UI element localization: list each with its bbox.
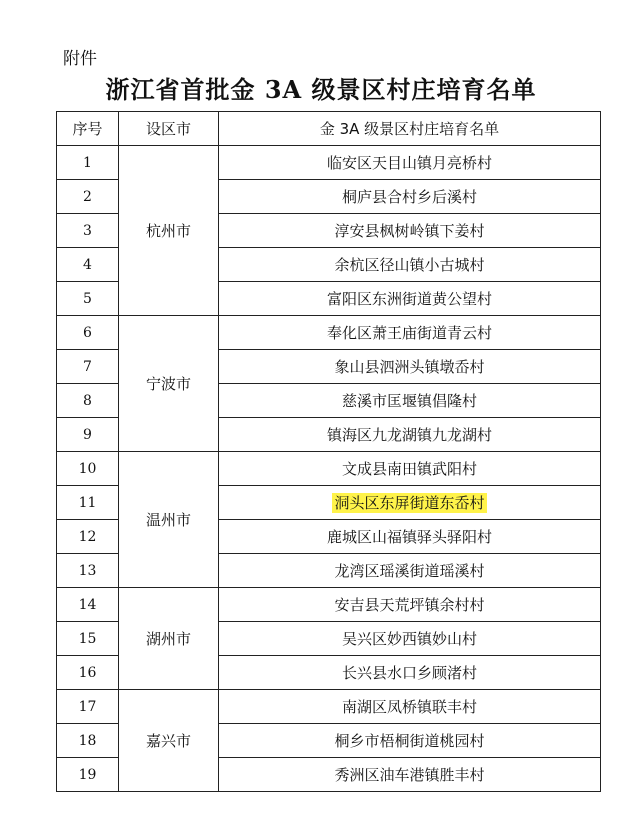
village-name-cell: 象山县泗洲头镇墩岙村 <box>219 350 601 384</box>
village-name-cell: 南湖区凤桥镇联丰村 <box>219 690 601 724</box>
document-title: 浙江省首批金 3A 级景区村庄培育名单 <box>105 75 537 104</box>
serial-number-cell: 13 <box>57 554 119 588</box>
village-name-cell: 秀洲区油车港镇胜丰村 <box>219 758 601 792</box>
serial-number-cell: 17 <box>57 690 119 724</box>
city-cell: 宁波市 <box>119 316 219 452</box>
village-name-cell: 镇海区九龙湖镇九龙湖村 <box>219 418 601 452</box>
village-name-cell <box>219 486 601 520</box>
village-name-cell: 淳安县枫树岭镇下姜村 <box>219 214 601 248</box>
serial-number-cell: 10 <box>57 452 119 486</box>
table-row <box>57 690 601 724</box>
serial-number-cell: 16 <box>57 656 119 690</box>
serial-number-cell: 1 <box>57 146 119 180</box>
village-name-cell: 富阳区东洲街道黄公望村 <box>219 282 601 316</box>
serial-number-cell: 15 <box>57 622 119 656</box>
serial-number-cell: 12 <box>57 520 119 554</box>
header-village-name: 金 3A 级景区村庄培育名单 <box>219 112 601 146</box>
village-name-cell: 余杭区径山镇小古城村 <box>219 248 601 282</box>
serial-number-cell: 8 <box>57 384 119 418</box>
city-cell: 杭州市 <box>119 146 219 316</box>
serial-number-cell: 2 <box>57 180 119 214</box>
serial-number-cell: 14 <box>57 588 119 622</box>
village-name-cell: 奉化区萧王庙街道青云村 <box>219 316 601 350</box>
table-row <box>57 452 601 486</box>
table-row <box>57 146 601 180</box>
attachment-label: 附件 <box>63 49 97 69</box>
table-header-row <box>57 112 601 146</box>
city-cell: 嘉兴市 <box>119 690 219 792</box>
table-row <box>57 316 601 350</box>
serial-number-cell: 18 <box>57 724 119 758</box>
header-serial-number: 序号 <box>57 112 119 146</box>
village-name-cell: 鹿城区山福镇驿头驿阳村 <box>219 520 601 554</box>
village-name-cell: 桐庐县合村乡后溪村 <box>219 180 601 214</box>
village-list-table <box>56 111 601 792</box>
serial-number-cell: 9 <box>57 418 119 452</box>
serial-number-cell: 6 <box>57 316 119 350</box>
serial-number-cell: 3 <box>57 214 119 248</box>
village-name-cell: 长兴县水口乡顾渚村 <box>219 656 601 690</box>
highlighted-village-name: 洞头区东屏街道东岙村 <box>334 494 485 512</box>
village-name-cell: 临安区天目山镇月亮桥村 <box>219 146 601 180</box>
village-name-cell: 龙湾区瑶溪街道瑶溪村 <box>219 554 601 588</box>
city-cell: 温州市 <box>119 452 219 588</box>
table-row <box>57 588 601 622</box>
village-name-cell: 文成县南田镇武阳村 <box>219 452 601 486</box>
serial-number-cell: 5 <box>57 282 119 316</box>
village-name-cell: 慈溪市匡堰镇倡隆村 <box>219 384 601 418</box>
header-city: 设区市 <box>119 112 219 146</box>
serial-number-cell: 7 <box>57 350 119 384</box>
village-name-cell: 桐乡市梧桐街道桃园村 <box>219 724 601 758</box>
serial-number-cell: 19 <box>57 758 119 792</box>
serial-number-cell: 11 <box>57 486 119 520</box>
city-cell: 湖州市 <box>119 588 219 690</box>
village-name-cell: 安吉县天荒坪镇余村村 <box>219 588 601 622</box>
village-name-cell: 吴兴区妙西镇妙山村 <box>219 622 601 656</box>
serial-number-cell: 4 <box>57 248 119 282</box>
